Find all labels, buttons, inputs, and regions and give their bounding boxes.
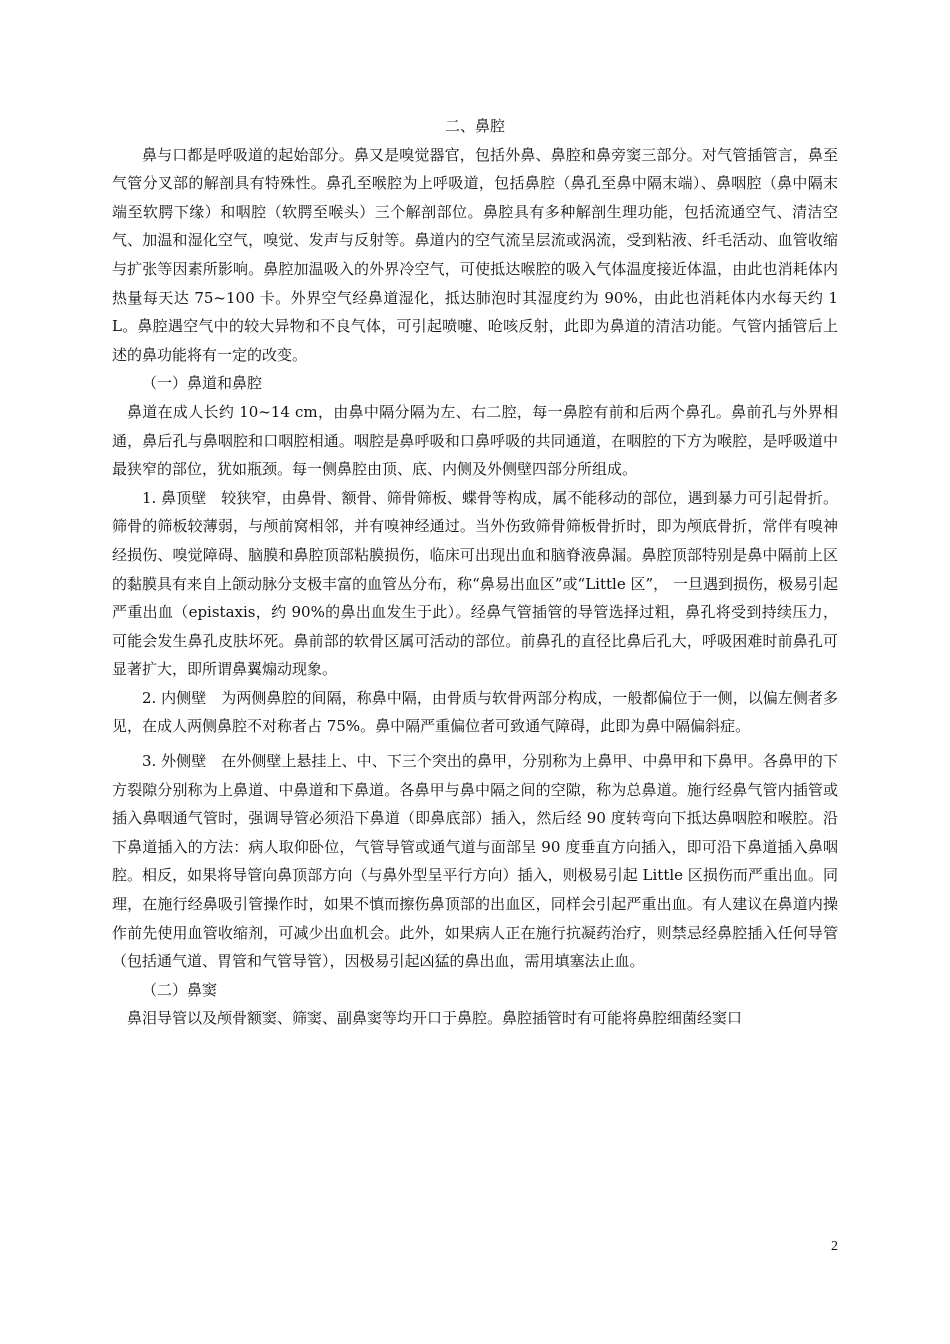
- lateral-wall-paragraph: [112, 747, 838, 976]
- nasal-passage-paragraph: 鼻道在成人长约 10~14 cm，由鼻中隔分隔为左、右二腔，每一鼻腔有前和后两个鼻孔。鼻前孔与外界相通，鼻后孔与鼻咽腔和口咽腔相通。咽腔是鼻呼吸和口鼻呼吸的共同通道，在咽腔的下方为喉腔，是呼吸道中最狭窄的部位，犹如瓶颈。每一侧鼻腔由顶、底、内侧及外侧壁四部分所组成。: [112, 402, 838, 479]
- roof-wall-label: 1. 鼻顶壁: [142, 488, 207, 507]
- lateral-wall-label: 3. 外侧壁: [142, 752, 207, 771]
- subsection-heading-sinus: （二）鼻窦: [142, 980, 218, 999]
- medial-wall-label: 2. 内侧壁: [142, 688, 207, 707]
- lateral-wall-text: 在外侧壁上悬挂上、中、下三个突出的鼻甲，分别称为上鼻甲、中鼻甲和下鼻甲。各鼻甲的下方裂隙分别称为上鼻道、中鼻道和下鼻道。各鼻甲与鼻中隔之间的空隙，称为总鼻道。施行经鼻气管内插管或插入鼻咽通气管时，强调导管必须沿下鼻道（即鼻底部）插入，然后经 90 度转弯向下抵达鼻咽腔和喉腔。沿下鼻道插入的方法：病人取仰卧位，气管导管或通气道与面部呈 90 度垂直方向插入，即可沿下鼻道插入鼻咽腔。相反，如果将导管向鼻顶部方向（与鼻外型呈平行方向）插入，则极易引起 Little 区损伤而严重出血。同理，在施行经鼻吸引管操作时，如果不慎而擦伤鼻顶部的出血区，同样会引起严重出血。有人建议在鼻道内操作前先使用血管收缩剂，可减少出血机会。此外，如果病人正在施行抗凝药治疗，则禁忌经鼻腔插入任何导管（包括通气道、胃管和气管导管），因极易引起凶猛的鼻出血，需用填塞法止血。: [112, 752, 838, 971]
- sinus-paragraph: 鼻泪导管以及颅骨额窦、筛窦、副鼻窦等均开口于鼻腔。鼻腔插管时有可能将鼻腔细菌经窦口: [127, 1009, 743, 1028]
- medial-wall-paragraph: [112, 684, 838, 741]
- roof-wall-text: 较狭窄，由鼻骨、额骨、筛骨筛板、蝶骨等构成，属不能移动的部位，遇到暴力可引起骨折。筛骨的筛板较薄弱，与颅前窝相邻，并有嗅神经通过。当外伤致筛骨筛板骨折时，即为颅底骨折，常伴有嗅神经损伤、嗅觉障碍、脑膜和鼻腔顶部粘膜损伤，临床可出现出血和脑脊液鼻漏。鼻腔顶部特别是鼻中隔前上区的黏膜具有来自上颌动脉分支极丰富的血管丛分布，称“鼻易出血区”或“Little 区”， 一旦遇到损伤，极易引起严重出血（epistaxis，约 90%的鼻出血发生于此）。经鼻气管插管的导管选择过粗，鼻孔将受到持续压力，可能会发生鼻孔皮肤坏死。鼻前部的软骨区属可活动的部位。前鼻孔的直径比鼻后孔大，呼吸困难时前鼻孔可显著扩大，即所谓鼻翼煽动现象。: [112, 488, 838, 679]
- subsection-heading-nasal-passage: （一）鼻道和鼻腔: [142, 374, 263, 393]
- medial-wall-text: 为两侧鼻腔的间隔，称鼻中隔，由骨质与软骨两部分构成，一般都偏位于一侧，以偏左侧者多见，在成人两侧鼻腔不对称者占 75%。鼻中隔严重偏位者可致通气障碍，此即为鼻中隔偏斜症。: [112, 688, 838, 736]
- section-title: 二、鼻腔: [444, 117, 505, 135]
- roof-wall-paragraph: [112, 484, 838, 684]
- page-number: 2: [831, 1239, 838, 1254]
- document-page: [112, 112, 838, 1033]
- intro-paragraph: 鼻与口都是呼吸道的起始部分。鼻又是嗅觉器官，包括外鼻、鼻腔和鼻旁窦三部分。对气管插管言，鼻至气管分叉部的解剖具有特殊性。鼻孔至喉腔为上呼吸道，包括鼻腔（鼻孔至鼻中隔末端）、鼻咽腔（鼻中隔末端至软腭下缘）和咽腔（软腭至喉头）三个解剖部位。鼻腔具有多种解剖生理功能，包括流通空气、清洁空气、加温和湿化空气，嗅觉、发声与反射等。鼻道内的空气流呈层流或涡流，受到粘液、纤毛活动、血管收缩与扩张等因素所影响。鼻腔加温吸入的外界冷空气，可使抵达喉腔的吸入气体温度接近体温，由此也消耗体内热量每天达 75~100 卡。外界空气经鼻道湿化，抵达肺泡时其湿度约为 90%，由此也消耗体内水每天约 1 L。鼻腔遇空气中的较大异物和不良气体，可引起喷嚏、呛咳反射，此即为鼻道的清洁功能。气管内插管后上述的鼻功能将有一定的改变。: [112, 145, 838, 364]
